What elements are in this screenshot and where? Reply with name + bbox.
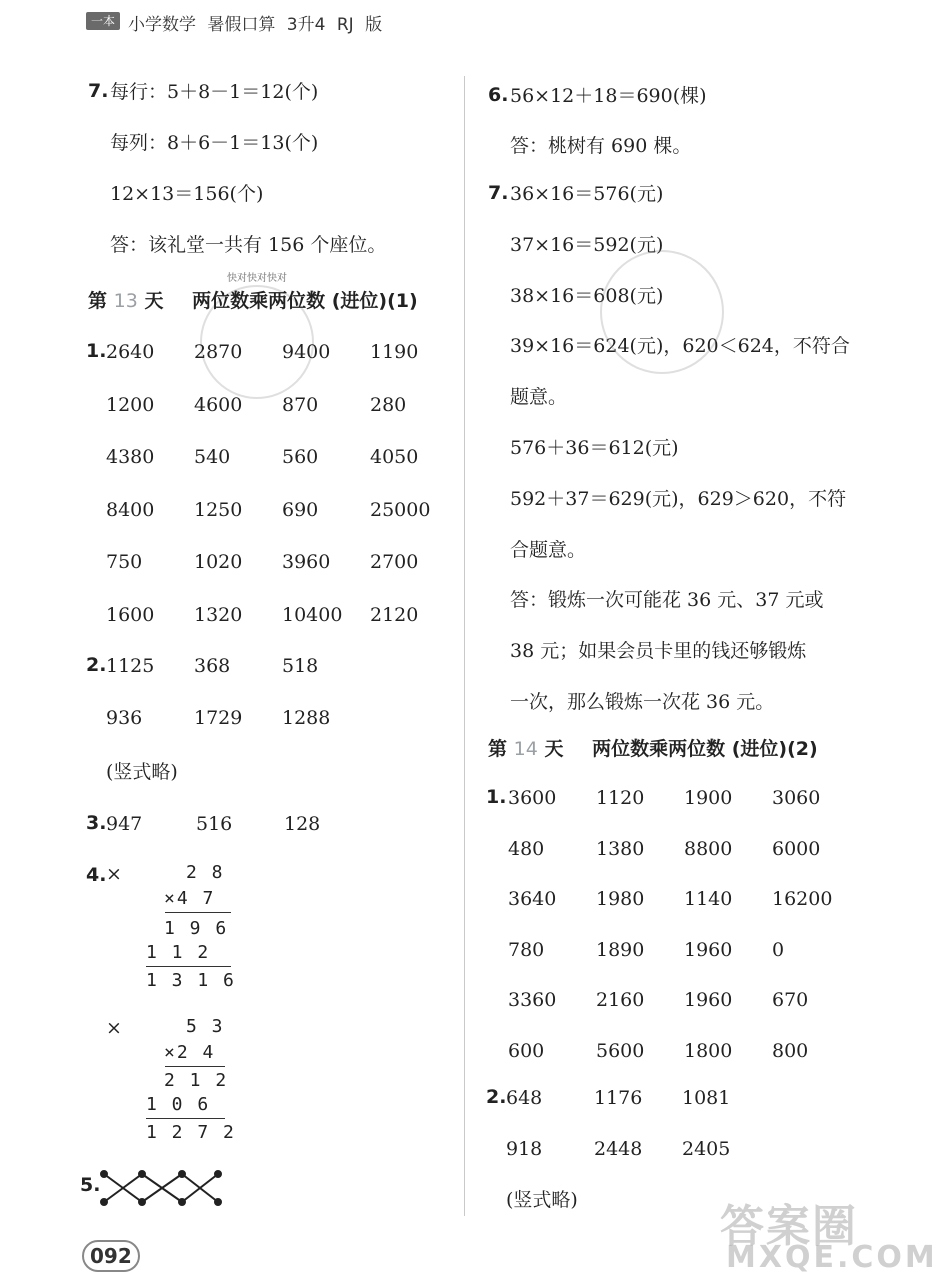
stamp-watermark-left: 快对快对快对 xyxy=(200,285,314,399)
match-dot xyxy=(139,1199,145,1205)
right-q1-cell: 1960 xyxy=(684,938,733,961)
right-q2-cell: 648 xyxy=(506,1087,543,1109)
watermark-logo: 答案圈 xyxy=(720,1201,858,1252)
left-q2-cell: 1729 xyxy=(194,707,243,729)
right-q1-cell: 670 xyxy=(772,989,809,1011)
right-q7-line: 37×16＝592(元) xyxy=(510,233,664,256)
match-dot xyxy=(215,1171,221,1177)
right-q1-cell: 8800 xyxy=(684,837,733,860)
left-q1-cell: 2640 xyxy=(106,341,155,363)
match-dot xyxy=(179,1199,185,1205)
right-q1-label: 1. xyxy=(486,786,507,808)
left-q2-label: 2. xyxy=(86,654,107,676)
left-q7-line-4: 答：该礼堂一共有 156 个座位。 xyxy=(110,234,387,256)
left-q1-cell: 4600 xyxy=(194,393,243,416)
right-q1-cell: 6000 xyxy=(772,837,821,860)
left-q3-value-3: 128 xyxy=(284,813,321,835)
right-q2-label: 2. xyxy=(486,1086,507,1108)
left-q1-cell: 1600 xyxy=(106,603,155,626)
right-q1-cell: 3640 xyxy=(508,888,557,910)
day13-topic: 两位数乘两位数 (进位)(1) xyxy=(192,290,418,312)
header-title: 小学数学 暑假口算 3升4 RJ 版 xyxy=(128,15,383,35)
left-q1-cell: 540 xyxy=(194,446,231,468)
matching-lines-diagram xyxy=(98,1168,228,1208)
left-q2-cell: 1125 xyxy=(106,655,155,677)
calc1-rule-2 xyxy=(146,966,231,967)
right-q7-line: 题意。 xyxy=(510,386,568,409)
left-q4-label: 4. xyxy=(86,864,107,886)
day13-prefix: 第 xyxy=(88,290,108,312)
right-q1-cell: 3360 xyxy=(508,989,557,1011)
right-q7-line: 答：锻炼一次可能花 36 元、37 元或 xyxy=(510,589,824,612)
page-number: 092 xyxy=(82,1240,140,1272)
column-divider xyxy=(464,76,465,1216)
right-q1-cell: 780 xyxy=(508,938,545,961)
right-q6-label: 6. xyxy=(488,84,509,106)
left-q1-cell: 1020 xyxy=(194,551,243,573)
match-dot xyxy=(101,1171,107,1177)
calc1-rule-1 xyxy=(165,912,231,913)
left-q1-cell: 1250 xyxy=(194,498,243,521)
watermark-url: MXQE.COM xyxy=(726,1240,938,1275)
right-q1-cell: 1120 xyxy=(596,787,645,809)
right-q7-label: 7. xyxy=(488,182,509,204)
right-q7-line: 592＋37＝629(元)，629＞620，不符 xyxy=(510,487,847,510)
right-q6-line-1: 56×12＋18＝690(棵) xyxy=(510,85,707,107)
right-q1-cell: 16200 xyxy=(772,888,833,910)
right-q1-cell: 800 xyxy=(772,1039,809,1062)
left-q1-cell: 2120 xyxy=(370,603,419,626)
left-q4-mark-1: × xyxy=(106,863,122,885)
left-q5-label: 5. xyxy=(80,1174,101,1196)
right-q1-cell: 1890 xyxy=(596,938,645,961)
right-q1-cell: 1140 xyxy=(684,888,733,910)
left-q1-cell: 8400 xyxy=(106,498,155,521)
calc2-multiplicand: 5 3 xyxy=(186,1016,225,1037)
right-q7-line: 39×16＝624(元)，620＜624，不符合 xyxy=(510,335,850,358)
calc1-multiplier: ×4 7 xyxy=(164,888,216,909)
left-q1-cell: 1320 xyxy=(194,603,243,626)
left-q1-cell: 750 xyxy=(106,551,143,573)
calc1-product: 1 3 1 6 xyxy=(146,970,236,991)
day14-number: 14 xyxy=(513,738,538,760)
match-dot xyxy=(139,1171,145,1177)
left-q1-cell: 25000 xyxy=(370,498,431,521)
left-q1-cell: 280 xyxy=(370,393,407,416)
day13-title xyxy=(88,286,418,313)
left-q3-value-2: 516 xyxy=(196,813,233,835)
calc2-rule-2 xyxy=(146,1118,225,1119)
right-q1-cell: 0 xyxy=(772,938,785,961)
calc2-multiplier: ×2 4 xyxy=(164,1042,216,1063)
left-q1-cell: 4380 xyxy=(106,446,155,468)
right-q7-line: 38 元；如果会员卡里的钱还够锻炼 xyxy=(510,640,807,663)
left-q1-cell: 1200 xyxy=(106,393,155,416)
left-q2-note: (竖式略) xyxy=(106,761,178,783)
right-q2-note: (竖式略) xyxy=(506,1189,578,1211)
left-q7-line-3: 12×13＝156(个) xyxy=(110,183,264,205)
brand-badge: 一本 xyxy=(86,12,120,30)
right-q2-cell: 1176 xyxy=(594,1087,643,1109)
calc2-partial-1: 2 1 2 xyxy=(164,1070,229,1091)
right-q7-line: 576＋36＝612(元) xyxy=(510,437,679,459)
day14-topic: 两位数乘两位数 (进位)(2) xyxy=(592,738,818,760)
right-q7-line: 36×16＝576(元) xyxy=(510,183,664,205)
right-q7-line: 一次，那么锻炼一次花 36 元。 xyxy=(510,691,775,713)
day13-number: 13 xyxy=(113,290,138,312)
right-q1-cell: 1980 xyxy=(596,888,645,910)
left-q2-cell: 936 xyxy=(106,707,143,729)
left-q2-cell: 368 xyxy=(194,655,231,677)
left-q1-cell: 3960 xyxy=(282,551,331,573)
left-q4-mark-2: × xyxy=(106,1017,122,1039)
right-q2-cell: 2448 xyxy=(594,1138,643,1160)
left-q1-cell: 10400 xyxy=(282,603,343,626)
left-q1-cell: 870 xyxy=(282,393,319,416)
stamp-watermark-right xyxy=(600,250,724,374)
left-q1-cell: 9400 xyxy=(282,341,331,363)
page-header xyxy=(0,0,900,40)
right-q7-line: 38×16＝608(元) xyxy=(510,284,664,307)
right-q2-cell: 2405 xyxy=(682,1138,731,1160)
right-q1-cell: 5600 xyxy=(596,1039,645,1062)
left-q1-label: 1. xyxy=(86,340,107,362)
left-q3-value-1: 947 xyxy=(106,813,143,835)
right-q1-cell: 600 xyxy=(508,1039,545,1062)
right-q2-cell: 1081 xyxy=(682,1087,731,1109)
left-q1-cell: 2870 xyxy=(194,341,243,363)
calc2-partial-2: 1 0 6 xyxy=(146,1094,211,1115)
match-dot xyxy=(101,1199,107,1205)
day14-suffix: 天 xyxy=(544,738,564,760)
left-q7-line-1: 每行：5＋8－1＝12(个) xyxy=(110,81,319,103)
day14-title xyxy=(488,734,818,761)
calc1-partial-1: 1 9 6 xyxy=(164,918,229,939)
left-q7-label: 7. xyxy=(88,80,109,102)
left-q7-line-2: 每列：8＋6－1＝13(个) xyxy=(110,132,319,154)
day13-suffix: 天 xyxy=(144,290,164,312)
left-q1-cell: 4050 xyxy=(370,446,419,468)
left-q1-cell: 560 xyxy=(282,446,319,468)
left-q1-cell: 690 xyxy=(282,498,319,521)
right-q7-line: 合题意。 xyxy=(510,538,587,561)
day14-prefix: 第 xyxy=(488,738,508,760)
right-q6-line-2: 答：桃树有 690 棵。 xyxy=(510,135,692,157)
right-q1-cell: 3600 xyxy=(508,787,557,809)
left-q1-cell: 1190 xyxy=(370,341,419,363)
left-q2-cell: 1288 xyxy=(282,707,331,729)
right-q1-cell: 480 xyxy=(508,837,545,860)
match-dot xyxy=(215,1199,221,1205)
left-q1-cell: 2700 xyxy=(370,551,419,573)
calc2-rule-1 xyxy=(165,1066,225,1067)
left-q3-label: 3. xyxy=(86,812,107,834)
right-q1-cell: 1380 xyxy=(596,837,645,860)
calc2-product: 1 2 7 2 xyxy=(146,1122,236,1143)
right-q1-cell: 1900 xyxy=(684,787,733,809)
right-q1-cell: 1960 xyxy=(684,989,733,1011)
match-dot xyxy=(179,1171,185,1177)
right-q1-cell: 3060 xyxy=(772,787,821,809)
right-q1-cell: 1800 xyxy=(684,1039,733,1062)
left-q2-cell: 518 xyxy=(282,655,319,677)
calc1-partial-2: 1 1 2 xyxy=(146,942,211,963)
right-q1-cell: 2160 xyxy=(596,989,645,1011)
calc1-multiplicand: 2 8 xyxy=(186,862,225,883)
right-q2-cell: 918 xyxy=(506,1138,543,1160)
